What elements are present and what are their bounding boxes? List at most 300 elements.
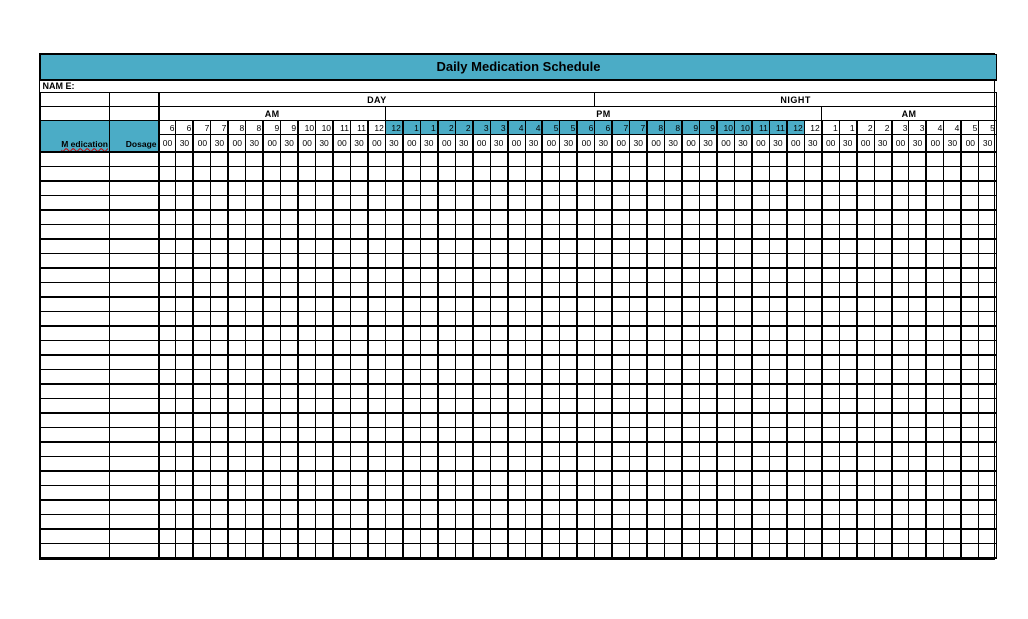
time-slot-cell[interactable]: [368, 485, 385, 500]
time-slot-cell[interactable]: [804, 442, 821, 457]
time-slot-cell[interactable]: [595, 500, 612, 515]
time-slot-cell[interactable]: [490, 427, 507, 442]
time-slot-cell[interactable]: [857, 398, 874, 413]
time-slot-cell[interactable]: [804, 456, 821, 471]
time-slot-cell[interactable]: [542, 181, 559, 196]
time-slot-cell[interactable]: [420, 543, 437, 558]
time-slot-cell[interactable]: [577, 166, 594, 181]
time-slot-cell[interactable]: [159, 485, 176, 500]
time-slot-cell[interactable]: [961, 282, 978, 297]
time-slot-cell[interactable]: [281, 311, 298, 326]
time-slot-cell[interactable]: [577, 485, 594, 500]
time-slot-cell[interactable]: [839, 239, 856, 254]
time-slot-cell[interactable]: [228, 369, 245, 384]
time-slot-cell[interactable]: [490, 268, 507, 283]
time-slot-cell[interactable]: [769, 268, 786, 283]
time-slot-cell[interactable]: [647, 471, 664, 486]
time-slot-cell[interactable]: [316, 355, 333, 370]
time-slot-cell[interactable]: [857, 181, 874, 196]
time-slot-cell[interactable]: [473, 485, 490, 500]
time-slot-cell[interactable]: [211, 268, 228, 283]
time-slot-cell[interactable]: [822, 195, 839, 210]
time-slot-cell[interactable]: [508, 413, 525, 428]
time-slot-cell[interactable]: [665, 311, 682, 326]
time-slot-cell[interactable]: [385, 442, 402, 457]
time-slot-cell[interactable]: [734, 210, 751, 225]
time-slot-cell[interactable]: [787, 326, 804, 341]
time-slot-cell[interactable]: [298, 384, 315, 399]
time-slot-cell[interactable]: [857, 152, 874, 167]
time-slot-cell[interactable]: [246, 514, 263, 529]
time-slot-cell[interactable]: [176, 181, 193, 196]
time-slot-cell[interactable]: [298, 340, 315, 355]
time-slot-cell[interactable]: [752, 253, 769, 268]
time-slot-cell[interactable]: [525, 253, 542, 268]
time-slot-cell[interactable]: [595, 210, 612, 225]
time-slot-cell[interactable]: [892, 485, 909, 500]
time-slot-cell[interactable]: [874, 253, 891, 268]
time-slot-cell[interactable]: [508, 398, 525, 413]
time-slot-cell[interactable]: [804, 297, 821, 312]
time-slot-cell[interactable]: [787, 181, 804, 196]
time-slot-cell[interactable]: [752, 297, 769, 312]
time-slot-cell[interactable]: [298, 543, 315, 558]
time-slot-cell[interactable]: [752, 152, 769, 167]
time-slot-cell[interactable]: [263, 442, 280, 457]
time-slot-cell[interactable]: [350, 239, 367, 254]
time-slot-cell[interactable]: [403, 355, 420, 370]
time-slot-cell[interactable]: [857, 268, 874, 283]
time-slot-cell[interactable]: [385, 369, 402, 384]
time-slot-cell[interactable]: [961, 355, 978, 370]
time-slot-cell[interactable]: [455, 311, 472, 326]
time-slot-cell[interactable]: [839, 297, 856, 312]
time-slot-cell[interactable]: [159, 297, 176, 312]
time-slot-cell[interactable]: [961, 398, 978, 413]
time-slot-cell[interactable]: [612, 181, 629, 196]
time-slot-cell[interactable]: [455, 326, 472, 341]
time-slot-cell[interactable]: [665, 195, 682, 210]
dosage-cell[interactable]: [110, 543, 159, 558]
time-slot-cell[interactable]: [665, 485, 682, 500]
time-slot-cell[interactable]: [961, 369, 978, 384]
medication-cell[interactable]: [41, 485, 110, 500]
time-slot-cell[interactable]: [211, 181, 228, 196]
time-slot-cell[interactable]: [228, 485, 245, 500]
time-slot-cell[interactable]: [874, 152, 891, 167]
time-slot-cell[interactable]: [542, 224, 559, 239]
time-slot-cell[interactable]: [438, 152, 455, 167]
time-slot-cell[interactable]: [298, 195, 315, 210]
time-slot-cell[interactable]: [490, 210, 507, 225]
time-slot-cell[interactable]: [438, 543, 455, 558]
time-slot-cell[interactable]: [298, 427, 315, 442]
time-slot-cell[interactable]: [979, 369, 997, 384]
time-slot-cell[interactable]: [612, 311, 629, 326]
time-slot-cell[interactable]: [734, 297, 751, 312]
time-slot-cell[interactable]: [926, 413, 943, 428]
time-slot-cell[interactable]: [508, 500, 525, 515]
time-slot-cell[interactable]: [839, 398, 856, 413]
time-slot-cell[interactable]: [368, 297, 385, 312]
time-slot-cell[interactable]: [176, 398, 193, 413]
time-slot-cell[interactable]: [403, 268, 420, 283]
time-slot-cell[interactable]: [333, 456, 350, 471]
time-slot-cell[interactable]: [263, 311, 280, 326]
time-slot-cell[interactable]: [612, 239, 629, 254]
time-slot-cell[interactable]: [700, 181, 717, 196]
time-slot-cell[interactable]: [420, 268, 437, 283]
time-slot-cell[interactable]: [473, 253, 490, 268]
time-slot-cell[interactable]: [682, 311, 699, 326]
time-slot-cell[interactable]: [455, 268, 472, 283]
medication-cell[interactable]: [41, 297, 110, 312]
time-slot-cell[interactable]: [892, 181, 909, 196]
time-slot-cell[interactable]: [542, 152, 559, 167]
time-slot-cell[interactable]: [752, 543, 769, 558]
time-slot-cell[interactable]: [508, 355, 525, 370]
time-slot-cell[interactable]: [228, 181, 245, 196]
time-slot-cell[interactable]: [665, 456, 682, 471]
time-slot-cell[interactable]: [682, 514, 699, 529]
time-slot-cell[interactable]: [159, 355, 176, 370]
time-slot-cell[interactable]: [560, 456, 577, 471]
time-slot-cell[interactable]: [700, 442, 717, 457]
time-slot-cell[interactable]: [385, 152, 402, 167]
time-slot-cell[interactable]: [839, 326, 856, 341]
time-slot-cell[interactable]: [857, 456, 874, 471]
time-slot-cell[interactable]: [665, 297, 682, 312]
time-slot-cell[interactable]: [926, 500, 943, 515]
time-slot-cell[interactable]: [612, 195, 629, 210]
time-slot-cell[interactable]: [979, 166, 997, 181]
time-slot-cell[interactable]: [316, 340, 333, 355]
time-slot-cell[interactable]: [961, 311, 978, 326]
medication-cell[interactable]: [41, 355, 110, 370]
time-slot-cell[interactable]: [857, 253, 874, 268]
time-slot-cell[interactable]: [403, 485, 420, 500]
time-slot-cell[interactable]: [473, 326, 490, 341]
time-slot-cell[interactable]: [385, 181, 402, 196]
time-slot-cell[interactable]: [647, 485, 664, 500]
time-slot-cell[interactable]: [665, 340, 682, 355]
time-slot-cell[interactable]: [385, 239, 402, 254]
time-slot-cell[interactable]: [577, 253, 594, 268]
time-slot-cell[interactable]: [263, 485, 280, 500]
time-slot-cell[interactable]: [700, 253, 717, 268]
dosage-cell[interactable]: [110, 166, 159, 181]
time-slot-cell[interactable]: [665, 543, 682, 558]
time-slot-cell[interactable]: [525, 326, 542, 341]
time-slot-cell[interactable]: [193, 471, 210, 486]
time-slot-cell[interactable]: [595, 239, 612, 254]
time-slot-cell[interactable]: [403, 152, 420, 167]
time-slot-cell[interactable]: [612, 456, 629, 471]
time-slot-cell[interactable]: [665, 224, 682, 239]
time-slot-cell[interactable]: [542, 239, 559, 254]
time-slot-cell[interactable]: [490, 253, 507, 268]
time-slot-cell[interactable]: [159, 340, 176, 355]
time-slot-cell[interactable]: [473, 471, 490, 486]
time-slot-cell[interactable]: [193, 514, 210, 529]
time-slot-cell[interactable]: [717, 398, 734, 413]
time-slot-cell[interactable]: [455, 282, 472, 297]
time-slot-cell[interactable]: [595, 442, 612, 457]
time-slot-cell[interactable]: [176, 456, 193, 471]
time-slot-cell[interactable]: [979, 210, 997, 225]
time-slot-cell[interactable]: [368, 427, 385, 442]
time-slot-cell[interactable]: [700, 152, 717, 167]
time-slot-cell[interactable]: [752, 282, 769, 297]
time-slot-cell[interactable]: [577, 239, 594, 254]
time-slot-cell[interactable]: [298, 369, 315, 384]
time-slot-cell[interactable]: [874, 239, 891, 254]
time-slot-cell[interactable]: [403, 239, 420, 254]
time-slot-cell[interactable]: [403, 340, 420, 355]
dosage-cell[interactable]: [110, 268, 159, 283]
time-slot-cell[interactable]: [542, 210, 559, 225]
time-slot-cell[interactable]: [159, 442, 176, 457]
time-slot-cell[interactable]: [263, 369, 280, 384]
time-slot-cell[interactable]: [787, 485, 804, 500]
time-slot-cell[interactable]: [525, 427, 542, 442]
time-slot-cell[interactable]: [961, 427, 978, 442]
time-slot-cell[interactable]: [438, 529, 455, 544]
time-slot-cell[interactable]: [403, 369, 420, 384]
time-slot-cell[interactable]: [420, 195, 437, 210]
time-slot-cell[interactable]: [159, 398, 176, 413]
time-slot-cell[interactable]: [665, 282, 682, 297]
time-slot-cell[interactable]: [612, 355, 629, 370]
time-slot-cell[interactable]: [752, 210, 769, 225]
time-slot-cell[interactable]: [560, 398, 577, 413]
time-slot-cell[interactable]: [228, 297, 245, 312]
time-slot-cell[interactable]: [647, 268, 664, 283]
time-slot-cell[interactable]: [525, 224, 542, 239]
time-slot-cell[interactable]: [700, 485, 717, 500]
time-slot-cell[interactable]: [612, 427, 629, 442]
time-slot-cell[interactable]: [333, 268, 350, 283]
time-slot-cell[interactable]: [665, 442, 682, 457]
time-slot-cell[interactable]: [804, 282, 821, 297]
time-slot-cell[interactable]: [316, 500, 333, 515]
time-slot-cell[interactable]: [159, 543, 176, 558]
time-slot-cell[interactable]: [298, 442, 315, 457]
time-slot-cell[interactable]: [508, 152, 525, 167]
time-slot-cell[interactable]: [193, 500, 210, 515]
time-slot-cell[interactable]: [525, 195, 542, 210]
time-slot-cell[interactable]: [490, 166, 507, 181]
medication-cell[interactable]: [41, 442, 110, 457]
time-slot-cell[interactable]: [263, 543, 280, 558]
time-slot-cell[interactable]: [665, 413, 682, 428]
time-slot-cell[interactable]: [717, 529, 734, 544]
time-slot-cell[interactable]: [787, 500, 804, 515]
time-slot-cell[interactable]: [368, 471, 385, 486]
time-slot-cell[interactable]: [700, 282, 717, 297]
time-slot-cell[interactable]: [211, 166, 228, 181]
time-slot-cell[interactable]: [839, 166, 856, 181]
time-slot-cell[interactable]: [612, 340, 629, 355]
time-slot-cell[interactable]: [665, 427, 682, 442]
time-slot-cell[interactable]: [368, 166, 385, 181]
time-slot-cell[interactable]: [909, 427, 926, 442]
time-slot-cell[interactable]: [577, 282, 594, 297]
time-slot-cell[interactable]: [700, 471, 717, 486]
time-slot-cell[interactable]: [385, 398, 402, 413]
time-slot-cell[interactable]: [612, 529, 629, 544]
time-slot-cell[interactable]: [577, 398, 594, 413]
time-slot-cell[interactable]: [595, 384, 612, 399]
time-slot-cell[interactable]: [979, 543, 997, 558]
time-slot-cell[interactable]: [193, 297, 210, 312]
time-slot-cell[interactable]: [857, 326, 874, 341]
time-slot-cell[interactable]: [822, 297, 839, 312]
time-slot-cell[interactable]: [193, 268, 210, 283]
time-slot-cell[interactable]: [717, 514, 734, 529]
time-slot-cell[interactable]: [682, 456, 699, 471]
time-slot-cell[interactable]: [560, 297, 577, 312]
time-slot-cell[interactable]: [961, 413, 978, 428]
time-slot-cell[interactable]: [665, 166, 682, 181]
time-slot-cell[interactable]: [804, 485, 821, 500]
time-slot-cell[interactable]: [403, 442, 420, 457]
dosage-cell[interactable]: [110, 485, 159, 500]
time-slot-cell[interactable]: [193, 224, 210, 239]
medication-cell[interactable]: [41, 500, 110, 515]
time-slot-cell[interactable]: [228, 282, 245, 297]
time-slot-cell[interactable]: [368, 326, 385, 341]
time-slot-cell[interactable]: [246, 166, 263, 181]
time-slot-cell[interactable]: [263, 398, 280, 413]
time-slot-cell[interactable]: [420, 398, 437, 413]
time-slot-cell[interactable]: [316, 384, 333, 399]
time-slot-cell[interactable]: [508, 282, 525, 297]
time-slot-cell[interactable]: [682, 369, 699, 384]
time-slot-cell[interactable]: [368, 311, 385, 326]
time-slot-cell[interactable]: [787, 282, 804, 297]
time-slot-cell[interactable]: [368, 413, 385, 428]
time-slot-cell[interactable]: [874, 166, 891, 181]
time-slot-cell[interactable]: [787, 471, 804, 486]
time-slot-cell[interactable]: [595, 181, 612, 196]
medication-cell[interactable]: [41, 471, 110, 486]
time-slot-cell[interactable]: [839, 210, 856, 225]
time-slot-cell[interactable]: [560, 181, 577, 196]
time-slot-cell[interactable]: [752, 529, 769, 544]
time-slot-cell[interactable]: [193, 239, 210, 254]
time-slot-cell[interactable]: [560, 369, 577, 384]
time-slot-cell[interactable]: [612, 398, 629, 413]
time-slot-cell[interactable]: [246, 152, 263, 167]
time-slot-cell[interactable]: [368, 282, 385, 297]
time-slot-cell[interactable]: [385, 297, 402, 312]
time-slot-cell[interactable]: [909, 384, 926, 399]
time-slot-cell[interactable]: [944, 427, 961, 442]
time-slot-cell[interactable]: [944, 340, 961, 355]
time-slot-cell[interactable]: [193, 369, 210, 384]
time-slot-cell[interactable]: [508, 384, 525, 399]
time-slot-cell[interactable]: [909, 152, 926, 167]
time-slot-cell[interactable]: [682, 224, 699, 239]
time-slot-cell[interactable]: [682, 268, 699, 283]
time-slot-cell[interactable]: [979, 282, 997, 297]
time-slot-cell[interactable]: [211, 152, 228, 167]
time-slot-cell[interactable]: [682, 355, 699, 370]
time-slot-cell[interactable]: [211, 224, 228, 239]
time-slot-cell[interactable]: [700, 384, 717, 399]
time-slot-cell[interactable]: [560, 427, 577, 442]
time-slot-cell[interactable]: [682, 500, 699, 515]
time-slot-cell[interactable]: [228, 253, 245, 268]
time-slot-cell[interactable]: [159, 268, 176, 283]
time-slot-cell[interactable]: [159, 166, 176, 181]
time-slot-cell[interactable]: [473, 427, 490, 442]
time-slot-cell[interactable]: [228, 166, 245, 181]
time-slot-cell[interactable]: [769, 413, 786, 428]
time-slot-cell[interactable]: [438, 210, 455, 225]
time-slot-cell[interactable]: [542, 253, 559, 268]
medication-cell[interactable]: [41, 326, 110, 341]
medication-cell[interactable]: [41, 195, 110, 210]
time-slot-cell[interactable]: [682, 471, 699, 486]
medication-cell[interactable]: [41, 268, 110, 283]
time-slot-cell[interactable]: [316, 543, 333, 558]
medication-cell[interactable]: [41, 456, 110, 471]
time-slot-cell[interactable]: [176, 311, 193, 326]
time-slot-cell[interactable]: [839, 456, 856, 471]
time-slot-cell[interactable]: [403, 529, 420, 544]
time-slot-cell[interactable]: [438, 398, 455, 413]
time-slot-cell[interactable]: [508, 427, 525, 442]
time-slot-cell[interactable]: [368, 195, 385, 210]
time-slot-cell[interactable]: [595, 326, 612, 341]
time-slot-cell[interactable]: [560, 268, 577, 283]
time-slot-cell[interactable]: [333, 311, 350, 326]
time-slot-cell[interactable]: [263, 195, 280, 210]
time-slot-cell[interactable]: [368, 384, 385, 399]
time-slot-cell[interactable]: [909, 340, 926, 355]
time-slot-cell[interactable]: [228, 543, 245, 558]
time-slot-cell[interactable]: [473, 340, 490, 355]
time-slot-cell[interactable]: [316, 152, 333, 167]
time-slot-cell[interactable]: [420, 253, 437, 268]
time-slot-cell[interactable]: [542, 195, 559, 210]
time-slot-cell[interactable]: [630, 311, 647, 326]
time-slot-cell[interactable]: [874, 384, 891, 399]
time-slot-cell[interactable]: [717, 456, 734, 471]
time-slot-cell[interactable]: [176, 427, 193, 442]
time-slot-cell[interactable]: [874, 514, 891, 529]
time-slot-cell[interactable]: [892, 311, 909, 326]
time-slot-cell[interactable]: [473, 456, 490, 471]
time-slot-cell[interactable]: [193, 529, 210, 544]
time-slot-cell[interactable]: [822, 340, 839, 355]
time-slot-cell[interactable]: [682, 442, 699, 457]
time-slot-cell[interactable]: [350, 181, 367, 196]
time-slot-cell[interactable]: [350, 340, 367, 355]
time-slot-cell[interactable]: [176, 239, 193, 254]
time-slot-cell[interactable]: [926, 442, 943, 457]
time-slot-cell[interactable]: [281, 398, 298, 413]
time-slot-cell[interactable]: [647, 253, 664, 268]
time-slot-cell[interactable]: [979, 326, 997, 341]
time-slot-cell[interactable]: [281, 529, 298, 544]
time-slot-cell[interactable]: [839, 224, 856, 239]
time-slot-cell[interactable]: [403, 210, 420, 225]
time-slot-cell[interactable]: [892, 268, 909, 283]
time-slot-cell[interactable]: [734, 166, 751, 181]
